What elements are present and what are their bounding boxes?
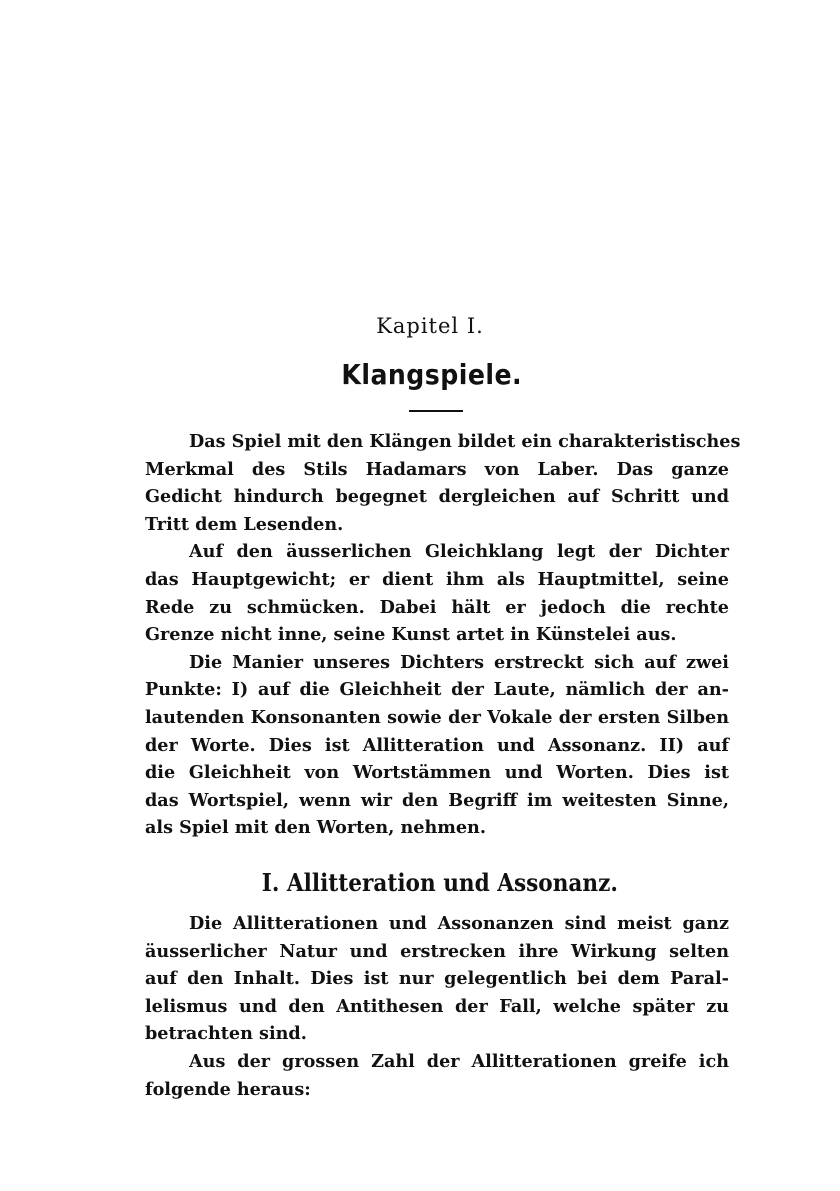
text-line: lelismus und den Antithesen der Fall, welche später zu xyxy=(145,995,729,1017)
chapter-label: Kapitel I. xyxy=(376,314,484,338)
text-line: das Wortspiel, wenn wir den Begriff im weitesten Sinne, xyxy=(145,789,729,811)
text-line: folgende heraus: xyxy=(145,1078,311,1100)
section-heading xyxy=(0,868,840,897)
text-line: als Spiel mit den Worten, nehmen. xyxy=(145,817,486,839)
chapter-title: Klangspiele. xyxy=(341,358,523,391)
text-line: äusserlicher Natur und erstrecken ihre Wirkung selten xyxy=(145,940,729,962)
text-line: betrachten sind. xyxy=(145,1023,307,1045)
section-text xyxy=(145,910,729,1103)
text-line: auf den Inhalt. Dies ist nur gelegentlich bei dem Paral- xyxy=(145,968,729,990)
text-line: Tritt dem Lesenden. xyxy=(145,513,344,535)
text-line: der Worte. Dies ist Allitteration und Assonanz. II) auf xyxy=(145,734,729,756)
text-line: Aus der grossen Zahl der Allitterationen greife ich xyxy=(189,1050,729,1072)
title-divider xyxy=(409,410,463,412)
intro-text xyxy=(145,428,741,842)
text-line: lautenden Konsonanten sowie der Vokale der ersten Silben xyxy=(145,706,729,728)
text-line: das Hauptgewicht; er dient ihm als Hauptmittel, seine xyxy=(145,568,729,590)
text-line: Gedicht hindurch begegnet dergleichen auf Schritt und xyxy=(145,486,729,508)
section-heading-text: I. Allitteration und Assonanz. xyxy=(261,868,619,897)
text-line: Die Allitterationen und Assonanzen sind meist ganz xyxy=(189,913,729,934)
text-line: Grenze nicht inne, seine Kunst artet in Künstelei aus. xyxy=(145,624,677,646)
text-line: die Gleichheit von Wortstämmen und Worten. Dies ist xyxy=(145,762,729,784)
text-line: Auf den äusserlichen Gleichklang legt der Dichter xyxy=(189,541,729,563)
text-line: Merkmal des Stils Hadamars von Laber. Das ganze xyxy=(145,458,729,480)
text-line: Punkte: I) auf die Gleichheit der Laute, nämlich der an- xyxy=(145,679,729,701)
text-line: Rede zu schmücken. Dabei hält er jedoch die rechte xyxy=(145,596,729,618)
text-line: Die Manier unseres Dichters erstreckt sich auf zwei xyxy=(189,651,729,673)
text-line: Das Spiel mit den Klängen bildet ein charakteristisches xyxy=(189,431,741,452)
